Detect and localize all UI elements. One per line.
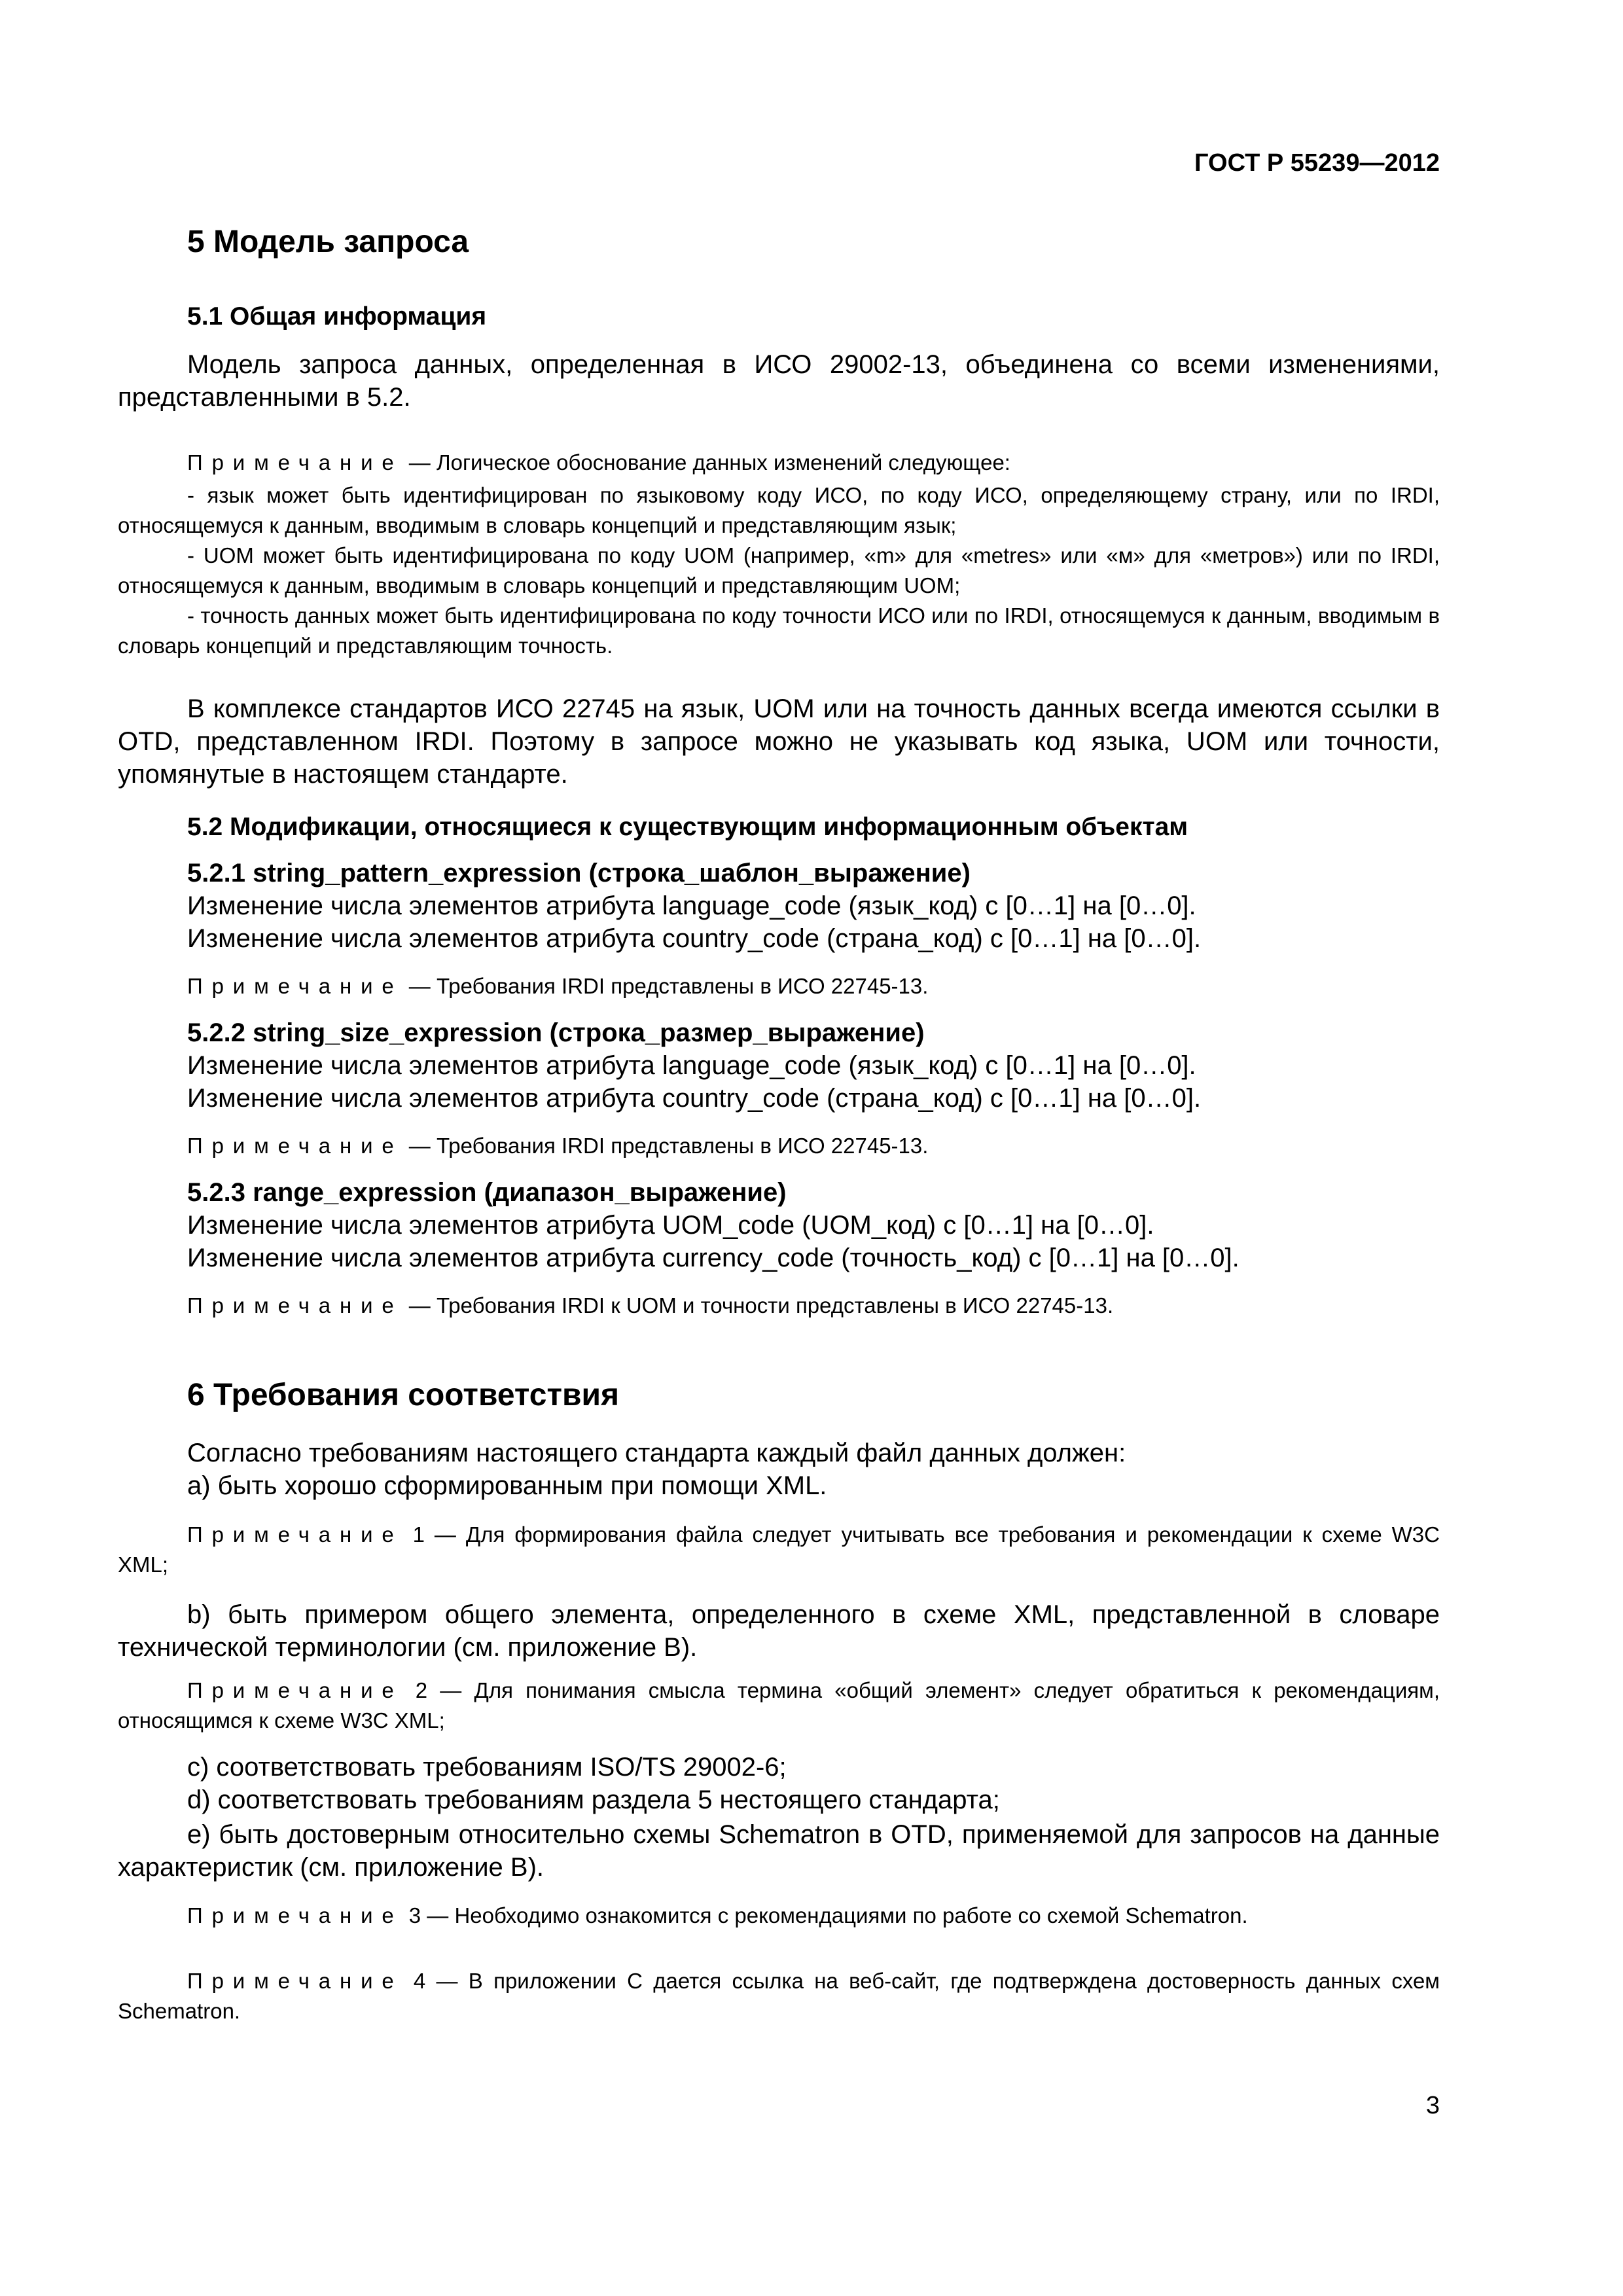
note-text: — Требования IRDI представлены в ИСО 22745-13. [402, 974, 929, 998]
note-text: 2 — Для понимания смысла термина «общий элемент» следует обратиться к рекомендациям, относящимся к схеме W3C XML; [118, 1678, 1440, 1732]
section-5-2-2-line-1: Изменение числа элементов атрибута language_code (язык_код) с [0…1] на [0…0]. [187, 1051, 1196, 1080]
note-5-2-3 [187, 1293, 1113, 1318]
note-label: Примечание [187, 1522, 403, 1547]
section-5-2-1-line-1: Изменение числа элементов атрибута language_code (язык_код) с [0…1] на [0…0]. [187, 891, 1196, 920]
section-6-item-a: a) быть хорошо сформированным при помощи XML. [187, 1471, 827, 1500]
note-label: Примечание [187, 1293, 403, 1318]
note-label: Примечание [187, 974, 403, 998]
document-page [118, 0, 1440, 2296]
note-5-1-intro [187, 450, 1010, 475]
note-5-1-item-2: - UOM может быть идентифицирована по коду UOM (например, «m» для «metres» или «м» для «метров») или по IRDI, относящемуся к данным, вводимым в словарь концепций и представляющим UOM; [118, 543, 1440, 598]
section-6-item-c: c) соответствовать требованиям ISO/TS 29002-6; [187, 1753, 787, 1782]
note-label: Примечание [187, 450, 403, 475]
note-6-4 [118, 1966, 1440, 2026]
note-6-2 [118, 1676, 1440, 1736]
section-6-item-e: e) быть достоверным относительно схемы Schematron в OTD, применяемой для запросов на данные характеристик (см. приложение В). [118, 1820, 1440, 1882]
note-text: — Требования IRDI представлены в ИСО 22745-13. [402, 1134, 929, 1158]
section-5-2-title: 5.2 Модификации, относящиеся к существующим информационным объектам [187, 813, 1188, 841]
page-number: 3 [1425, 2092, 1440, 2119]
section-5-2-3-title: 5.2.3 range_expression (диапазон_выражение) [187, 1178, 787, 1207]
section-5-2-2-title: 5.2.2 string_size_expression (строка_размер_выражение) [187, 1018, 925, 1047]
note-label: Примечание [187, 1969, 403, 1993]
note-label: Примечание [187, 1678, 403, 1702]
section-5-2-3-line-1: Изменение числа элементов атрибута UOM_code (UOM_код) с [0…1] на [0…0]. [187, 1211, 1154, 1240]
note-5-1-item-3: - точность данных может быть идентифицирована по коду точности ИСО или по IRDI, относящемуся к данным, вводимым в словарь концепций и представляющим точность. [118, 603, 1440, 658]
section-5-2-1-line-2: Изменение числа элементов атрибута country_code (страна_код) с [0…1] на [0…0]. [187, 924, 1202, 953]
section-5-1-paragraph-2: В комплексе стандартов ИСО 22745 на язык, UOM или на точность данных всегда имеются ссылки в OTD, представленном IRDI. Поэтому в запросе можно не указывать код языка, UOM или точности, упомянутые в настоящем стандарте. [118, 694, 1440, 789]
section-6-item-b: b) быть примером общего элемента, определенного в схеме XML, представленной в словаре технической терминологии (см. приложение B). [118, 1600, 1440, 1662]
note-5-2-2 [187, 1134, 928, 1158]
note-text: 3 — Необходимо ознакомится с рекомендациями по работе со схемой Schematron. [402, 1903, 1248, 1928]
note-label: Примечание [187, 1903, 403, 1928]
section-5-title: 5 Модель запроса [187, 224, 469, 259]
note-text: — Требования IRDI к UOM и точности представлены в ИСО 22745-13. [402, 1293, 1114, 1318]
section-5-2-2-line-2: Изменение числа элементов атрибута country_code (страна_код) с [0…1] на [0…0]. [187, 1084, 1202, 1113]
document-header: ГОСТ Р 55239—2012 [1194, 149, 1440, 177]
note-5-1-item-1: - язык может быть идентифицирован по языковому коду ИСО, по коду ИСО, определяющему страну, или по IRDI, относящемуся к данным, вводимым в словарь концепций и представляющим язык; [118, 483, 1440, 537]
note-6-3 [187, 1903, 1248, 1928]
note-label: Примечание [187, 1134, 403, 1158]
note-text: 1 — Для формирования файла следует учитывать все требования и рекомендации к схеме W3C XML; [118, 1522, 1440, 1577]
section-6-intro: Согласно требованиям настоящего стандарта каждый файл данных должен: [187, 1439, 1126, 1467]
section-5-2-3-line-2: Изменение числа элементов атрибута currency_code (точность_код) с [0…1] на [0…0]. [187, 1244, 1240, 1272]
section-6-item-d: d) соответствовать требованиям раздела 5 нестоящего стандарта; [187, 1785, 1000, 1814]
note-intro-text: — Логическое обоснование данных изменений следующее: [402, 450, 1010, 475]
section-6-title: 6 Требования соответствия [187, 1378, 619, 1412]
section-5-1-paragraph-1: Модель запроса данных, определенная в ИСО 29002-13, объединена со всеми изменениями, представленными в 5.2. [118, 350, 1440, 412]
note-5-2-1 [187, 974, 928, 999]
section-5-1-title: 5.1 Общая информация [187, 302, 487, 331]
note-6-1 [118, 1520, 1440, 1580]
note-text: 4 — В приложении С дается ссылка на веб-сайт, где подтверждена достоверность данных схем Schematron. [118, 1969, 1440, 2023]
section-5-2-1-title: 5.2.1 string_pattern_expression (строка_шаблон_выражение) [187, 859, 971, 888]
